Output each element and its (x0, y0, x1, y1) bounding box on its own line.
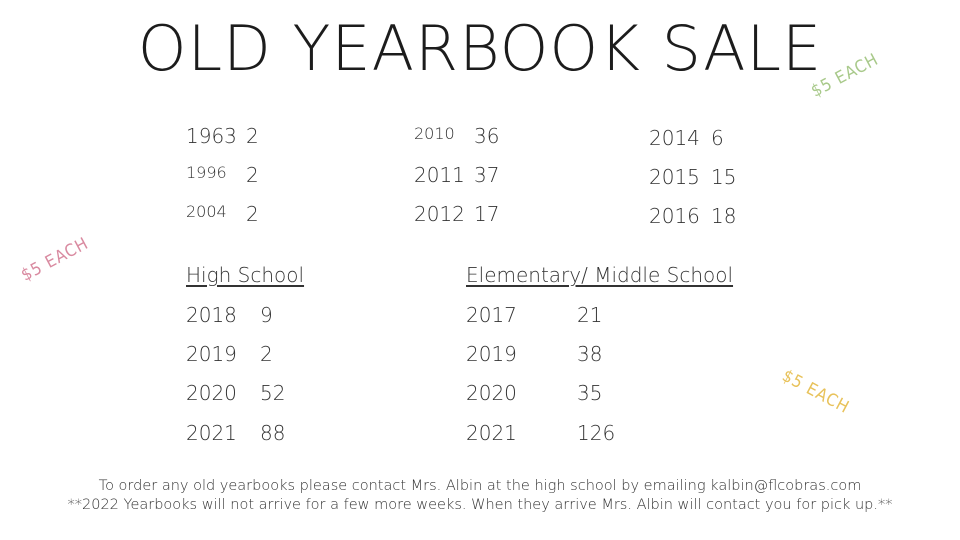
count-value: 9 (260, 303, 273, 327)
price-stamp: $5 EACH (808, 49, 883, 102)
count-value: 6 (711, 126, 724, 150)
count-value: 2 (246, 202, 259, 226)
count-value: 15 (711, 165, 737, 189)
count-value: 38 (577, 342, 603, 366)
count-value: 2 (246, 163, 259, 187)
year-label: 1963 (186, 124, 237, 148)
count-value: 21 (577, 303, 603, 327)
count-value: 17 (474, 202, 500, 226)
high-school-heading: High School (186, 263, 305, 287)
count-value: 2 (260, 342, 273, 366)
year-label: 2019 (186, 342, 237, 366)
year-label: 2012 (414, 202, 465, 226)
count-value: 18 (711, 204, 737, 228)
year-label: 1996 (186, 163, 227, 182)
count-value: 36 (474, 124, 500, 148)
count-value: 37 (474, 163, 500, 187)
year-label: 2020 (186, 381, 237, 405)
delivery-note: **2022 Yearbooks will not arrive for a few more weeks. When they arrive Mrs. Albin will contact you for pick up.** (67, 497, 893, 513)
year-label: 2016 (649, 204, 700, 228)
count-value: 2 (246, 124, 259, 148)
count-value: 126 (577, 421, 616, 445)
count-value: 35 (577, 381, 603, 405)
count-value: 52 (260, 381, 286, 405)
year-label: 2015 (649, 165, 700, 189)
year-label: 2010 (414, 124, 455, 143)
year-label: 2018 (186, 303, 237, 327)
year-label: 2021 (186, 421, 237, 445)
year-label: 2019 (466, 342, 517, 366)
year-label: 2004 (186, 202, 227, 221)
elementary-middle-heading: Elementary/ Middle School (466, 263, 734, 287)
year-label: 2017 (466, 303, 517, 327)
year-label: 2014 (649, 126, 700, 150)
price-stamp: $5 EACH (778, 366, 853, 419)
contact-note: To order any old yearbooks please contact Mrs. Albin at the high school by emailing kalbin@flcobras.com (98, 478, 862, 494)
year-label: 2011 (414, 163, 465, 187)
page-title: OLD YEARBOOK SALE (137, 12, 823, 85)
price-stamp: $5 EACH (18, 233, 93, 286)
year-label: 2020 (466, 381, 517, 405)
count-value: 88 (260, 421, 286, 445)
year-label: 2021 (466, 421, 517, 445)
